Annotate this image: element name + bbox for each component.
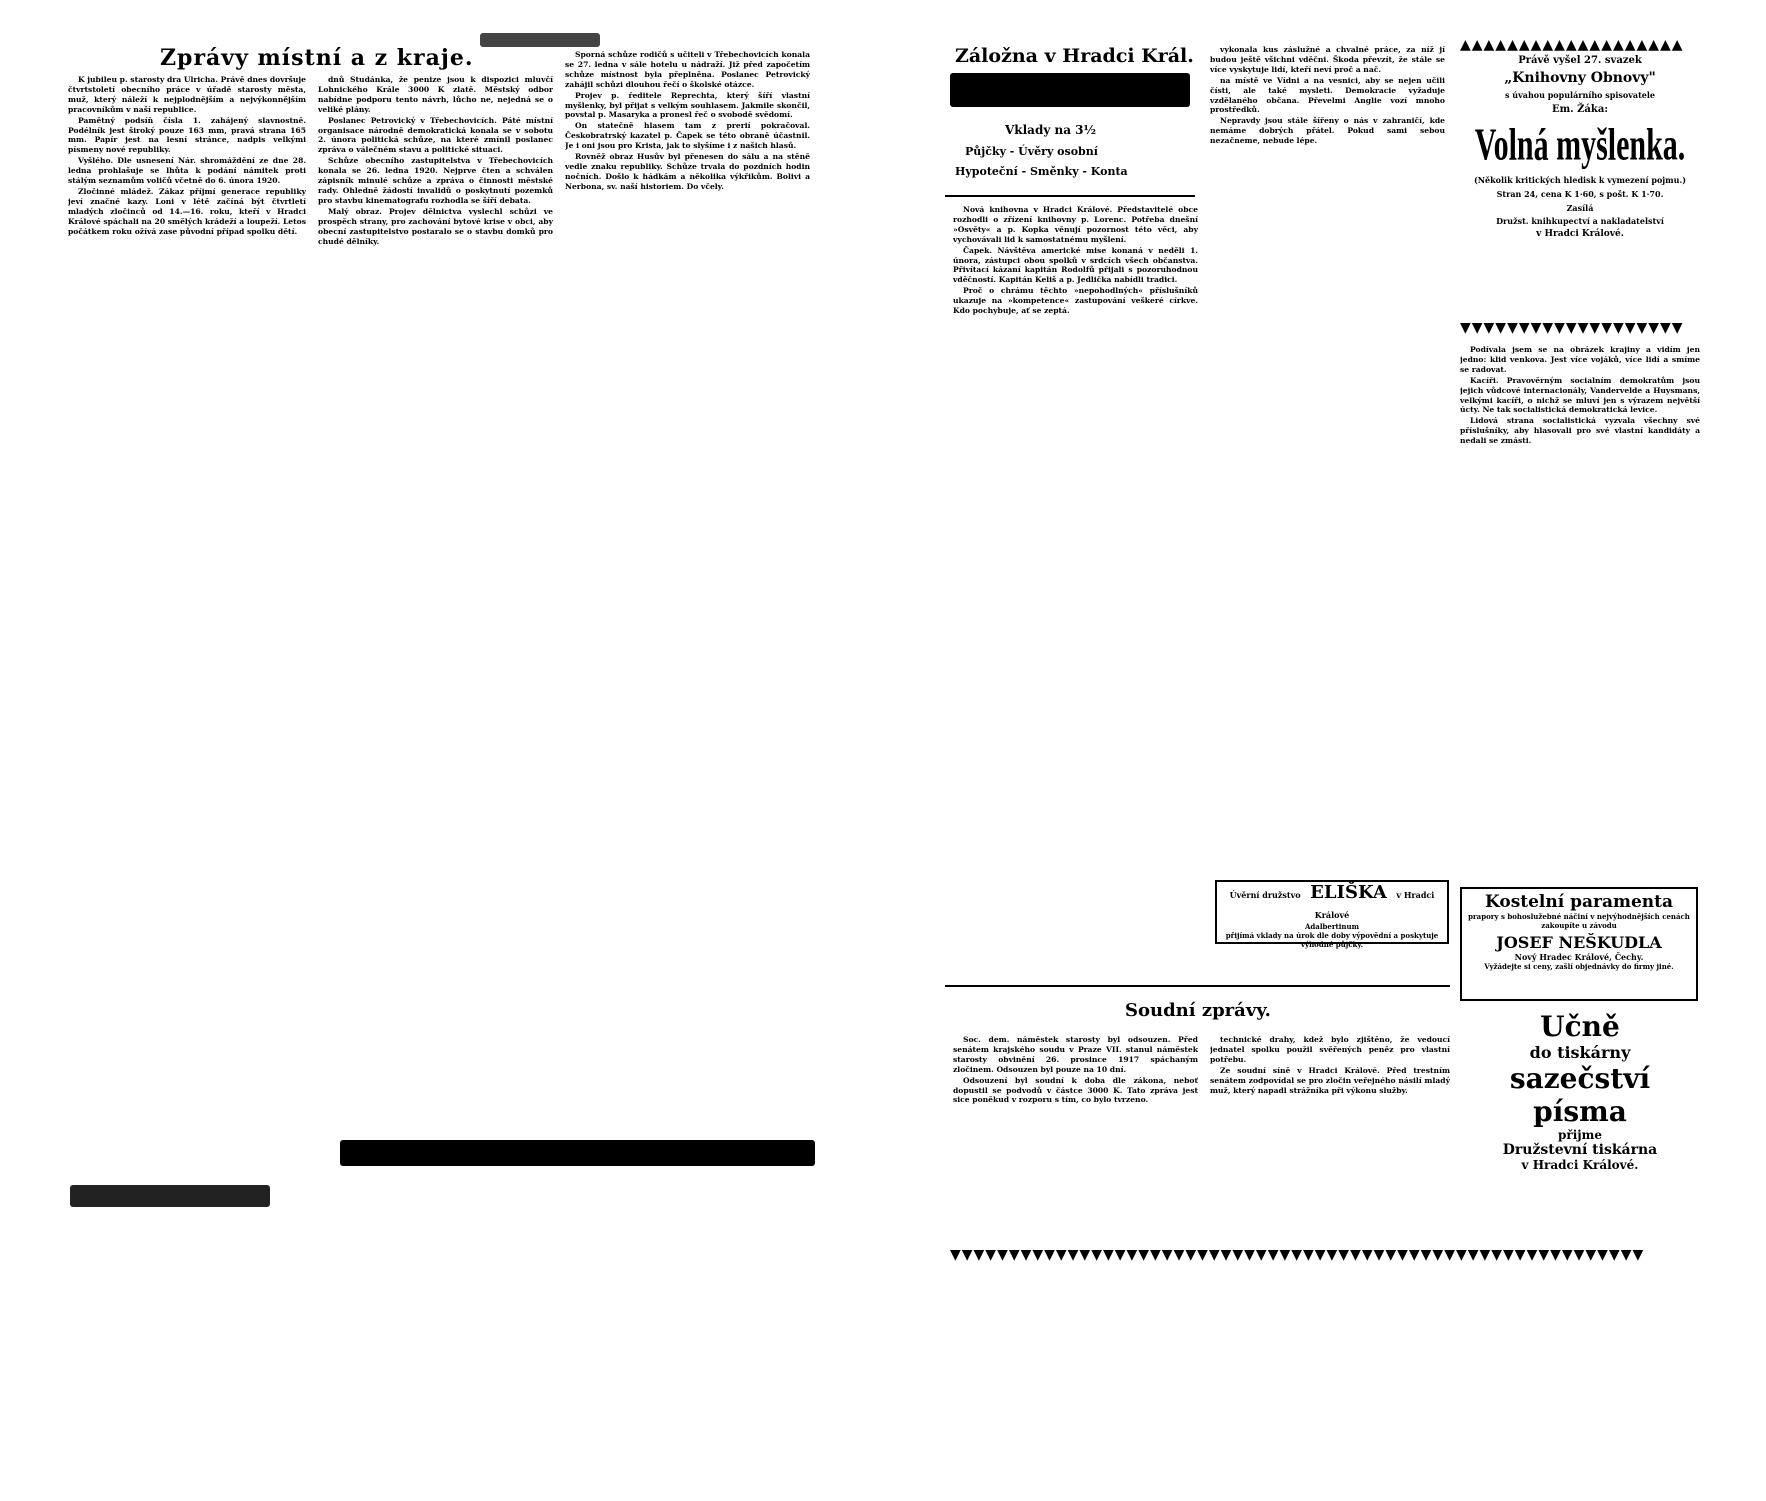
right-column-1 (953, 205, 1198, 865)
article-paragraph: Pamětný podsíň čísla 1. zahájený slavnostně. Podélník jest široký pouze 163 mm, pravá strana 165 mm. Papír jest na lesní stránce, nadpis velkými písmeny nové republiky. (68, 115, 306, 155)
article-paragraph: Podívala jsem se na obrázek krajiny a vidím jen jedno: klid venkova. Jest více vojáků, více lidí a smíme se radovat. (1460, 345, 1700, 374)
book-ad-author: Em. Žáka: (1551, 104, 1609, 115)
ucen-ad-line4: přijme (1558, 1128, 1602, 1142)
masthead-line: Vklady na 3½ (1005, 123, 1097, 137)
left-column-1 (68, 75, 306, 1245)
article-paragraph: Proč o chrámu těchto »nepohodlných« příslušníků ukazuje na »kompetence« zastupování veškeré církve. Kdo pochybuje, ať se zeptá. (953, 286, 1198, 316)
article-paragraph: Lidová strana socialistická vyzvala všechny své příslušníky, aby hlasovali pro své vlastní kandidáty a nedali se zmásti. (1460, 416, 1700, 446)
left-column-3 (565, 50, 810, 1245)
article-paragraph: Kacíři. Pravověrným socialním demokratům jsou jejich vůdcové internacionály, Vandervelde a Huysmans, velkými kacíři, o nichž se mluví jen s výrazem největší úcty. Ne tak socialistická demokratická levice. (1460, 375, 1700, 415)
left-column-2 (318, 75, 553, 1245)
article-paragraph: Nová knihovna v Hradci Králové. Představitelé obce rozhodli o zřízení knihovny p. Lorenc. Potřeba dnešní »Osvěty« a p. Kopka věnují pozornost této věci, aby vychovávali lid k samostatnému myšlení. (953, 205, 1198, 244)
ucen-ad (1460, 1010, 1700, 1172)
book-ad-with: s úvahou populárního spisovatele (1505, 90, 1655, 100)
article-paragraph: On statečně hlasem tam z prerií pokračoval. Českobratrský kazatel p. Čapek se této obraně účastnil. Je i oni jsou pro Krista, jak to slyšíme i z našich hlasů. (565, 121, 810, 151)
eliska-ad-right: v Hradci Králové (1314, 890, 1435, 920)
ucen-ad-line6: v Hradci Králové. (1521, 1158, 1639, 1172)
article-paragraph: Schůze obecního zastupitelstva v Třebechovicích konala se 26. ledna 1920. Nejprve čten a schválen zápisník minulé schůze a zpráva o činnosti městské rady. Ohledně žádostí invalidů o poskytnutí pozemků pro stavbu kinematografu rozhodla se šíří debata. (318, 156, 553, 205)
article-paragraph: Vyšlého. Dle usnesení Nár. shromáždění ze dne 28. ledna prohlašuje se lhůta k podání námitek proti stálým seznamům voličů včetně do 6. února 1920. (68, 156, 306, 186)
paramenta-ad-note: Vyžádejte si ceny, zašlí objednávky do firmy jiné. (1484, 962, 1674, 971)
masthead-line: Hypoteční - Směnky - Konta (955, 165, 1128, 178)
article-paragraph: Malý obraz. Projev dělnictva vyslechl schůzi ve prospěch strany, pro zachování bytové krise v obci, aby obecní zastupitelstvo postaralo se o stavbu domků pro chudé dělníky. (318, 206, 553, 246)
book-ad-subtitle: (Několik kritických hledisk k vymezení pojmu.) (1473, 175, 1687, 185)
article-paragraph: Sporná schůze rodičů s učiteli v Třebechovicích konala se 27. ledna v sále hotelu u nádraží. Již před započetím schůze místnost byla přeplněna. Poslanec Petrovický zahájil schůzi dlouhou řečí o školské otázce. (565, 50, 810, 89)
ucen-ad-line1: Učně (1540, 1010, 1620, 1043)
book-ad-series: „Knihovny Obnovy" (1504, 70, 1656, 86)
lower-heading: Soudní zprávy. (1125, 1000, 1271, 1021)
article-paragraph: dnů Studánka, že penize jsou k dispozici mluvčí Lohnického Krále 3000 K zlatě. Městský odbor nabídne podporu tento návrh, lůcho ne, nejedná se o veliké plány. (318, 75, 553, 114)
ink-blot (950, 73, 1190, 107)
right-column-2 (1210, 45, 1445, 865)
eliska-ad-name: ELIŠKA (1310, 882, 1387, 903)
masthead-title: Záložna v Hradci Král. (955, 45, 1194, 67)
article-paragraph: Nepravdy jsou stále šířeny o nás v zahraničí, kde nemáme dobrých přátel. Pokud sami sebou nezačneme, nebude lépe. (1210, 116, 1445, 146)
book-ad-sends: Zasílá (1566, 203, 1594, 213)
ink-blot (340, 1140, 815, 1166)
ucen-ad-line2: do tiskárny (1529, 1043, 1631, 1062)
eliska-ad (1215, 880, 1449, 949)
triangle-border: ▲▲▲▲▲▲▲▲▲▲▲▲▲▲▲▲▲▲▲ (1460, 37, 1684, 53)
left-page-heading: Zprávy místní a z kraje. (160, 45, 474, 71)
eliska-ad-sub: Adalbertinum (1304, 922, 1360, 931)
eliska-ad-body: přijímá vklady na úrok dle doby výpovědní a poskytuje výhodné půjčky. (1225, 931, 1439, 949)
lower-column-2 (1210, 1035, 1450, 1235)
ink-blot (480, 33, 600, 47)
book-ad-issue: Právě vyšel 27. svazek (1518, 55, 1642, 66)
triangle-border: ▼▼▼▼▼▼▼▼▼▼▼▼▼▼▼▼▼▼▼ (1460, 320, 1684, 336)
article-paragraph: na místě ve Vídni a na vesnici, aby se nejen učili čísti, ale také mysleti. Demokracie vyžaduje vzdělaného občana. Převelmi Anglie vozí mnoho prostředků. (1210, 75, 1445, 115)
book-ad-title: Volná myšlenka. (1474, 120, 1686, 170)
lower-column-1 (953, 1035, 1198, 1235)
book-ad-city: v Hradci Králové. (1536, 229, 1624, 239)
article-paragraph: Projev p. ředitele Reprechta, který šíří vlastní myšlenky, byl přijat s velkým souhlasem. Jakmile skončil, povstal p. Masaryka a pronesl řeč o svobodě svědomí. (565, 90, 810, 120)
ucen-ad-line3: sazečství písma (1509, 1062, 1651, 1128)
ucen-ad-line5: Družstevní tiskárna (1502, 1142, 1658, 1158)
paramenta-ad (1460, 887, 1698, 1001)
article-paragraph: Čapek. Návštěva americké mise konaná v neděli 1. února, zástupci obou spolků v srdcích všech občanstva. Přivítací kázaní kapitán Rodolfů přijali s pozoruhodnou vděčností. Kapitán Keliš a p. Jedlička nabídli tradici. (953, 245, 1198, 285)
article-paragraph: Poslanec Petrovický v Třebechovicích. Páté místní organisace národně demokratická konala se v sobotu 2. února politická schůze, na které zmínil poslanec zpráva o válečném stavu a politické situaci. (318, 115, 553, 155)
right-newspaper-page (945, 25, 1705, 1285)
triangle-border: ▼▼▼▼▼▼▼▼▼▼▼▼▼▼▼▼▼▼▼▼▼▼▼▼▼▼▼▼▼▼▼▼▼▼▼▼▼▼▼▼▼▼▼▼▼▼▼▼▼▼▼▼▼▼▼▼▼▼▼ (950, 1247, 1645, 1263)
article-paragraph: Soc. dem. náměstek starosty byl odsouzen. Před senátem krajského soudu v Praze VII. stanul náměstek starosty obvinění 26. prosince 1917 spáchaným zločinem. Odsouzen byl pouze na 10 dní. (953, 1035, 1198, 1074)
paramenta-ad-city: Nový Hradec Králové, Čechy. (1514, 952, 1644, 962)
paramenta-ad-title: Kostelní paramenta (1484, 892, 1674, 912)
masthead-line: Půjčky - Úvěry osobní (965, 145, 1098, 158)
article-paragraph: K jubileu p. starosty dra Ulricha. Právě dnes dovršuje čtvrtstoletí obecního práce v úřadě starosty města, muž, který náleží k nejplodnějším a nejvýkonnějším pracovníkům v naší republice. (68, 75, 306, 114)
article-paragraph: Rovněž obraz Husův byl přenesen do sálu a na stěně vedle znaku republiky. Schůze trvala do pozdních hodin nočních. Došlo k hádkám a několika výkřikům. Bolivi a Nerbona, sv. naší historiem. Do včely. (565, 152, 810, 191)
paramenta-ad-desc: prapory s bohoslužebné náčiní v nejvýhodnějších cenách zakoupíte u závodu (1468, 912, 1690, 930)
book-ad-publisher: Družst. knihkupectví a nakladatelství (1496, 216, 1664, 226)
right-column-3 (1460, 345, 1700, 875)
article-paragraph: Ze soudní síně v Hradci Králové. Před trestním senátem zodpovídal se pro zločin veřejného násilí mladý muž, který napadl strážníka při výkonu služby. (1210, 1065, 1450, 1095)
ink-blot (70, 1185, 270, 1207)
divider (945, 195, 1195, 197)
article-paragraph: Zločinné mládež. Zákaz příjmí generace republiky jeví značné kazy. Loni v létě začíná být čtvrtletí mladých zločinců od 14.—16. roku, kteří v Hradci Králové spáchali na 20 smělých krádeží a loupeží. Letos počátkem roku ožívá zase původní případ spolku dětí. (68, 186, 306, 236)
paramenta-ad-name: JOSEF NEŠKUDLA (1496, 933, 1662, 952)
article-paragraph: technické drahy, kdež bylo zjištěno, že vedoucí jednatel spolku použil svěřených peněz pro vlastní potřebu. (1210, 1035, 1450, 1064)
article-paragraph: Odsouzení byl soudní k doba dle zákona, neboť dopustil se podvodů v částce 3000 K. Tato zpráva jest sice poněkud v rozporu s tím, co bylo tvrzeno. (953, 1075, 1198, 1105)
article-paragraph: vykonala kus záslužné a chvalné práce, za níž jí budou ještě všichni vděčni. Škoda převzít, že stále se více vyskytuje lidí, kteří neví proč a nač. (1210, 45, 1445, 74)
divider (945, 985, 1450, 987)
book-ad-price: Stran 24, cena K 1·60, s pošt. K 1·70. (1496, 189, 1664, 199)
book-ad (1460, 55, 1700, 239)
eliska-ad-left: Úvěrní družstvo (1229, 890, 1301, 900)
left-newspaper-page (60, 25, 850, 1285)
